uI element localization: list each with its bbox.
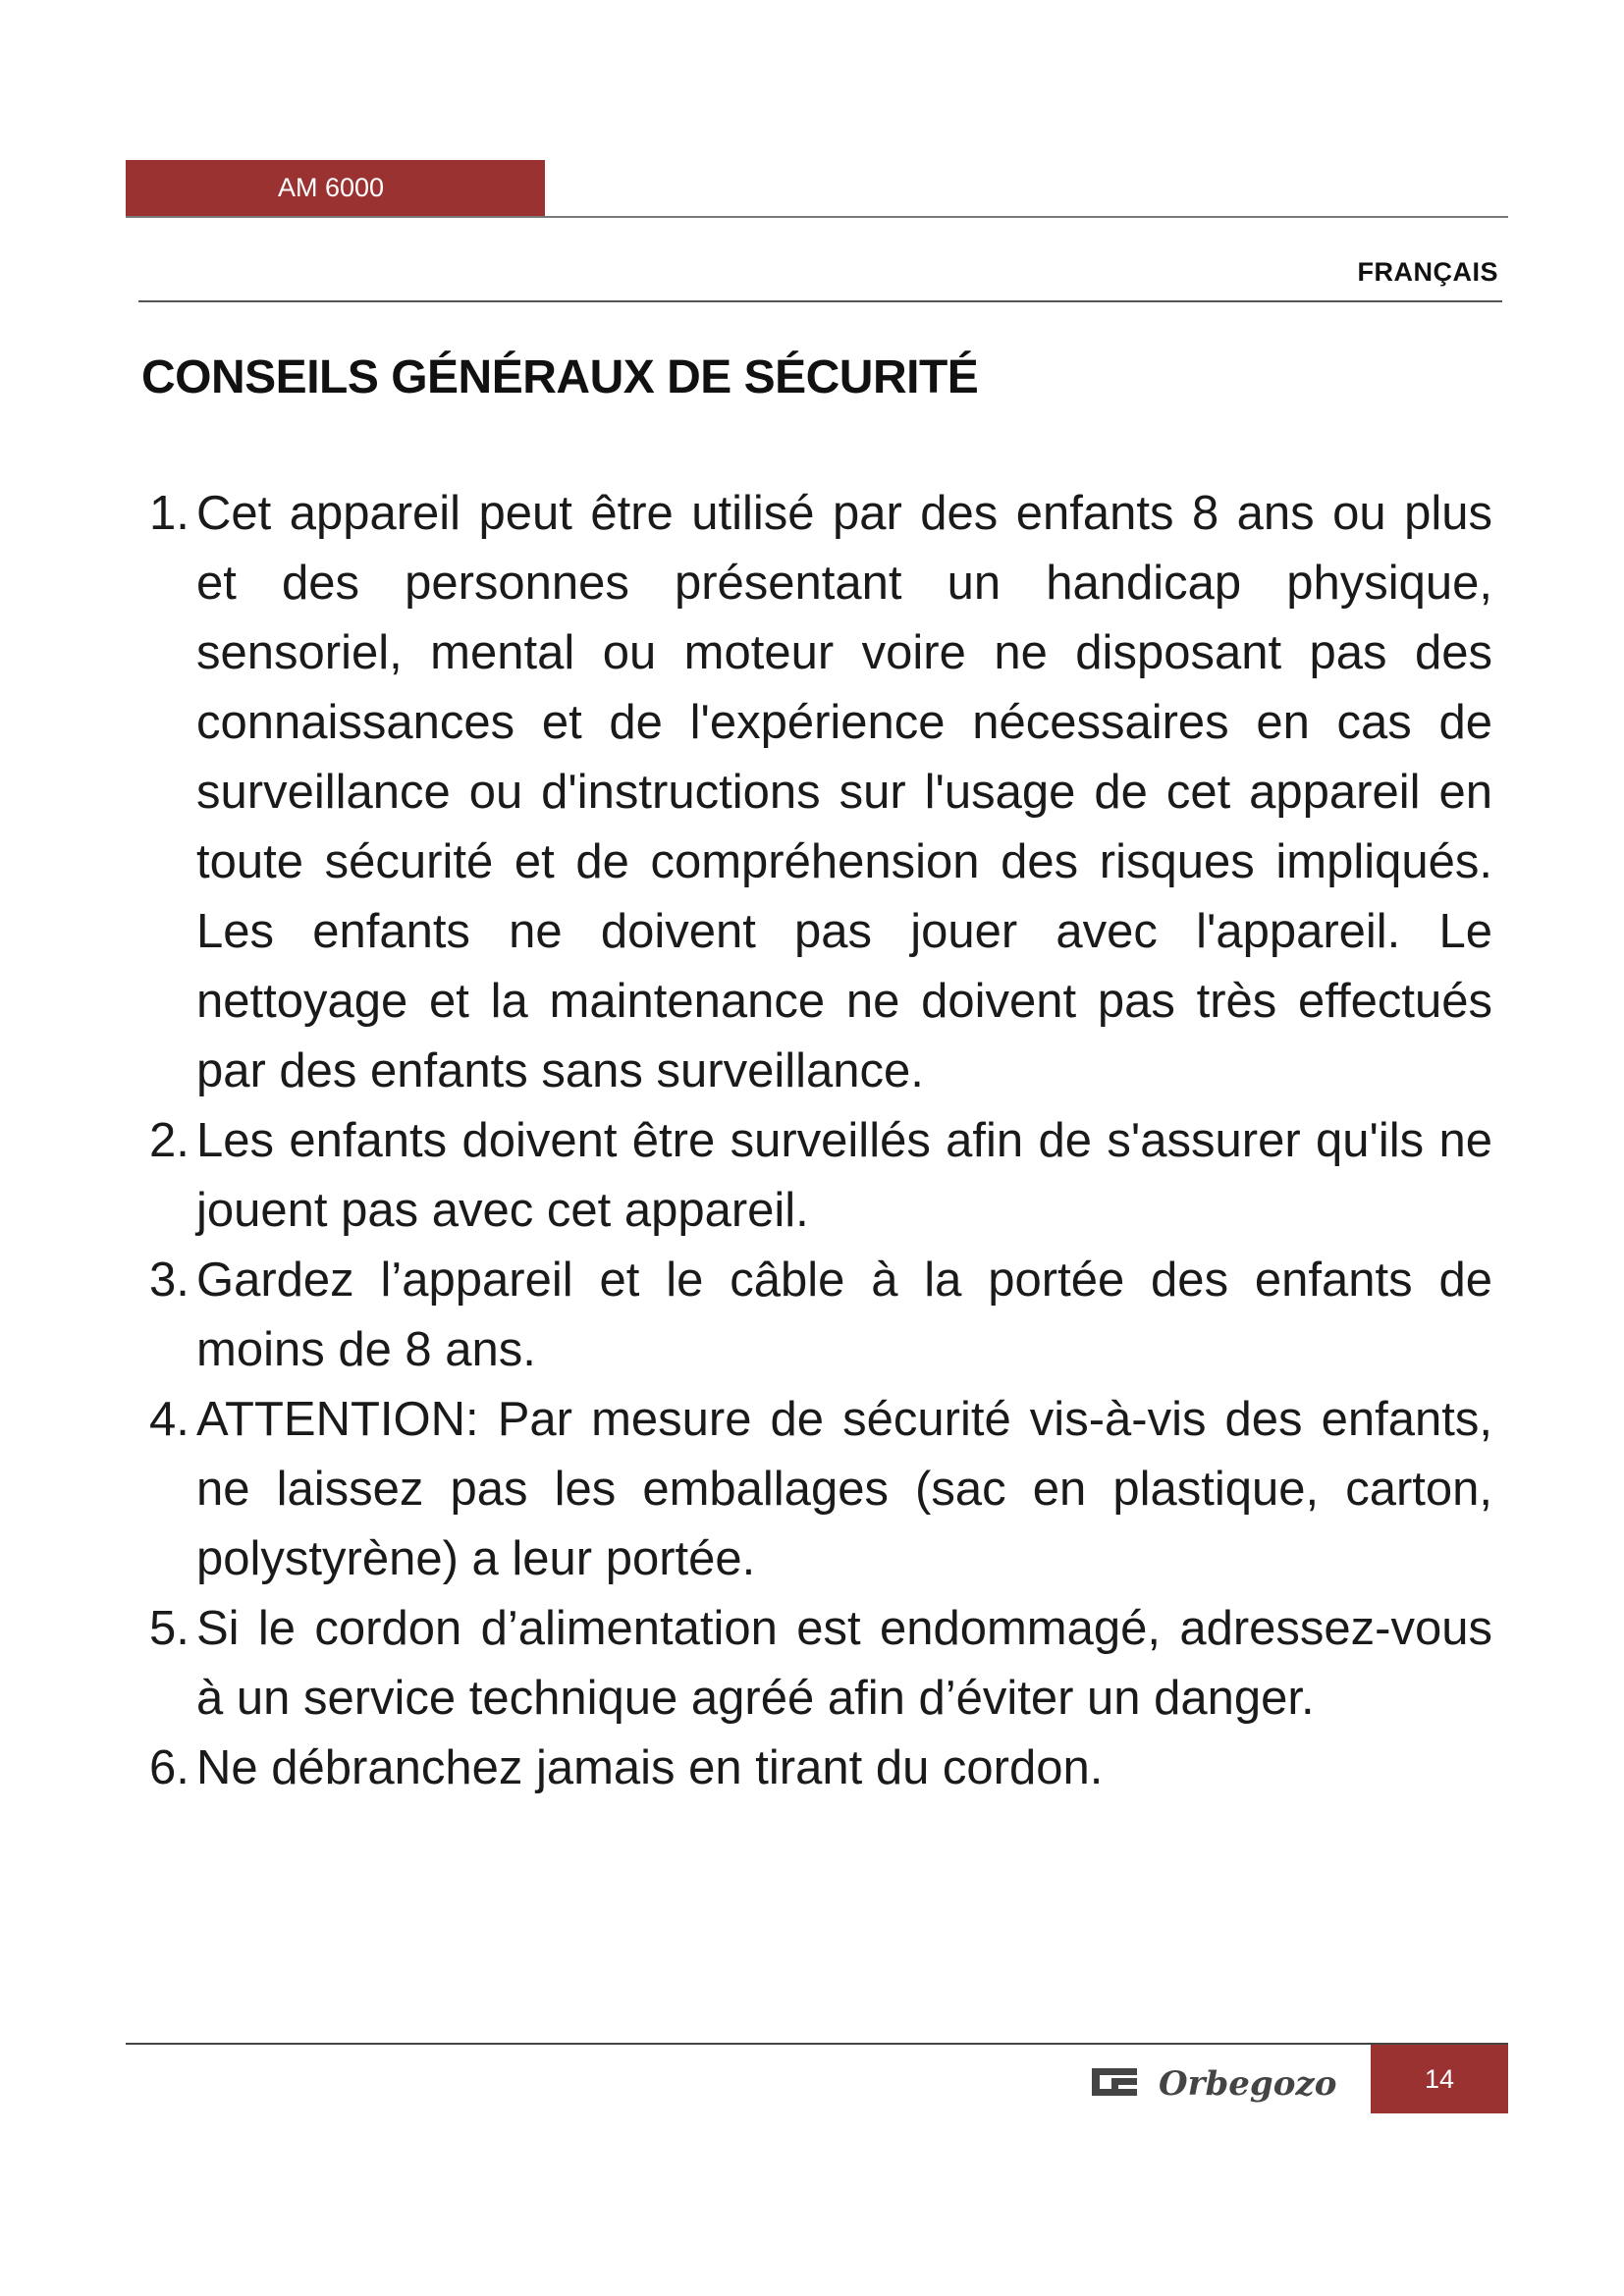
instruction-item	[147, 1246, 1492, 1385]
instruction-item	[147, 479, 1492, 1106]
instruction-number: 6.	[149, 1741, 189, 1794]
model-label: AM 6000	[278, 173, 385, 202]
page-number: 14	[1424, 2064, 1455, 2094]
page-number-box	[1371, 2045, 1508, 2113]
header-rule	[126, 216, 1508, 218]
instruction-number: 2.	[149, 1114, 189, 1167]
instruction-number: 3.	[149, 1254, 189, 1307]
page-title: CONSEILS GÉNÉRAUX DE SÉCURITÉ	[141, 351, 979, 403]
brand-logo	[1090, 2055, 1357, 2113]
instruction-number: 1.	[149, 487, 189, 540]
instruction-text: Cet appareil peut être utilisé par des enfants 8 ans ou plus et des personnes présentant un handicap physique, sensoriel, mental ou moteur voire ne disposant pas des connaissances et de l'expérience nécessaires en cas de surveillance ou d'instructions sur l'usage de cet appareil en toute sécurité et de compréhension des risques impliqués. Les enfants ne doivent pas jouer avec l'appareil. Le nettoyage et la maintenance ne doivent pas très effectués par des enfants sans surveillance.	[196, 487, 1492, 1097]
language-rule	[138, 300, 1502, 302]
instruction-text: Ne débranchez jamais en tirant du cordon.	[196, 1741, 1104, 1794]
brand-mark-icon	[1092, 2068, 1137, 2096]
instruction-number: 4.	[149, 1393, 189, 1446]
instruction-text: Si le cordon d’alimentation est endommagé, adressez-vous à un service technique agréé afin d’éviter un danger.	[196, 1602, 1492, 1725]
model-tab	[126, 160, 545, 216]
instruction-text: ATTENTION: Par mesure de sécurité vis-à-vis des enfants, ne laissez pas les emballages (sac en plastique, carton, polystyrène) a leur portée.	[196, 1393, 1492, 1585]
instruction-text: Gardez l’appareil et le câble à la portée des enfants de moins de 8 ans.	[196, 1254, 1492, 1376]
instruction-item	[147, 1106, 1492, 1246]
instruction-number: 5.	[149, 1602, 189, 1655]
instruction-text: Les enfants doivent être surveillés afin de s'assurer qu'ils ne jouent pas avec cet appareil.	[196, 1114, 1492, 1237]
safety-instructions-list	[147, 479, 1492, 1803]
footer-rule	[126, 2043, 1508, 2045]
language-label: FRANÇAIS	[1357, 257, 1498, 287]
instruction-item	[147, 1734, 1492, 1803]
instruction-item	[147, 1594, 1492, 1734]
brand-wordmark: Orbegozo	[1159, 2064, 1337, 2104]
instruction-item	[147, 1385, 1492, 1594]
